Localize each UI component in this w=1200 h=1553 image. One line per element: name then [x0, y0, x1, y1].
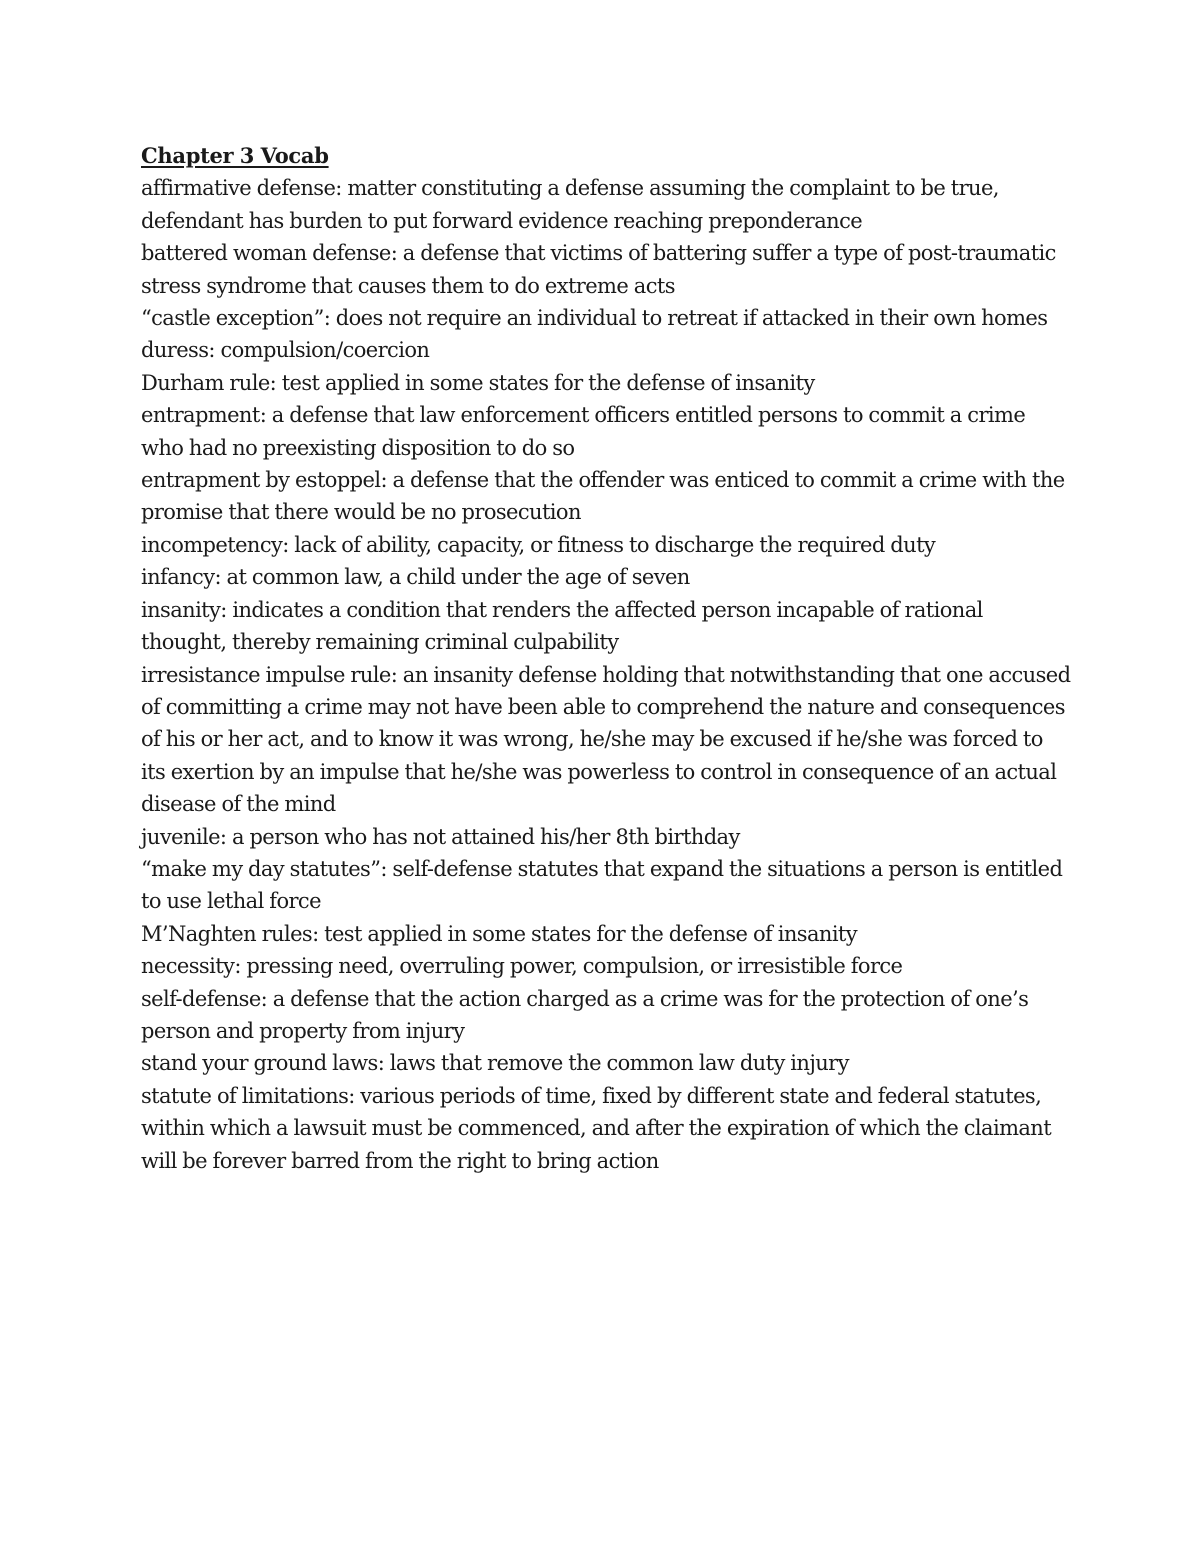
page-title: Chapter 3 Vocab	[141, 143, 329, 168]
vocab-entry-text: statute of limitations: various periods of time, fixed by different state and federal statutes, within which a lawsuit must be commenced, and after the expiration of which the claimant will be forever barred from the right to bring action	[141, 1083, 1052, 1173]
vocab-entry-text: juvenile: a person who has not attained his/her 8th birthday	[141, 824, 740, 849]
vocab-entry-text: battered woman defense: a defense that victims of battering suffer a type of post-traumatic stress syndrome that causes them to do extreme acts	[141, 241, 1056, 298]
vocab-entry-text: Durham rule: test applied in some states for the defense of insanity	[141, 370, 815, 395]
document-body	[141, 140, 1071, 1177]
vocab-entry-text: entrapment by estoppel: a defense that the offender was enticed to commit a crime with the promise that there would be no prosecution	[141, 468, 1065, 525]
vocab-entry-text: irresistance impulse rule: an insanity defense holding that notwithstanding that one accused of committing a crime may not have been able to comprehend the nature and consequences of his or her act, and to know it was wrong, he/she may be excused if he/she was forced to its exertion by an impulse that he/she was powerless to control in consequence of an actual disease of the mind	[141, 662, 1071, 817]
vocab-entry-make-my-day-statutes	[141, 853, 1071, 918]
vocab-entry-affirmative-defense	[141, 172, 1071, 237]
vocab-entry-text: affirmative defense: matter constituting a defense assuming the complaint to be true, defendant has burden to put forward evidence reaching preponderance	[141, 176, 999, 233]
vocab-entry-text: entrapment: a defense that law enforcement officers entitled persons to commit a crime who had no preexisting disposition to do so	[141, 403, 1026, 460]
vocab-entry-incompetency	[141, 529, 1071, 561]
vocab-entry-insanity	[141, 594, 1071, 659]
vocab-entry-text: self-defense: a defense that the action charged as a crime was for the protection of one’s person and property from injury	[141, 986, 1029, 1043]
vocab-entry-self-defense	[141, 983, 1071, 1048]
vocab-entry-text: stand your ground laws: laws that remove the common law duty injury	[141, 1051, 849, 1076]
vocab-entry-castle-exception	[141, 302, 1071, 334]
vocab-entry-text: duress: compulsion/coercion	[141, 338, 430, 363]
vocab-entry-text: necessity: pressing need, overruling power, compulsion, or irresistible force	[141, 954, 903, 979]
vocab-entry-text: insanity: indicates a condition that renders the affected person incapable of rational thought, thereby remaining criminal culpability	[141, 597, 983, 655]
vocab-entry-irresistance-impulse-rule	[141, 659, 1071, 821]
vocab-entry-text: “make my day statutes”: self-defense statutes that expand the situations a person is entitled to use lethal force	[141, 856, 1063, 914]
vocab-entry-text: “castle exception”: does not require an individual to retreat if attacked in their own homes	[141, 306, 1048, 331]
vocab-entry-text: M’Naghten rules: test applied in some states for the defense of insanity	[141, 921, 858, 946]
vocab-entry-text: incompetency: lack of ability, capacity, or fitness to discharge the required duty	[141, 532, 936, 557]
vocab-entry-entrapment-by-estoppel	[141, 464, 1071, 529]
vocab-entry-durham-rule	[141, 367, 1071, 399]
vocab-entry-text: infancy: at common law, a child under the age of seven	[141, 565, 690, 590]
vocab-entry-stand-your-ground-laws	[141, 1047, 1071, 1079]
vocab-entry-mnaghten-rules	[141, 918, 1071, 950]
vocab-entry-juvenile	[141, 821, 1071, 853]
vocab-entry-battered-woman-defense	[141, 237, 1071, 302]
vocab-entry-entrapment	[141, 399, 1071, 464]
vocab-entry-necessity	[141, 950, 1071, 982]
vocab-entry-infancy	[141, 561, 1071, 593]
vocab-entry-duress	[141, 334, 1071, 366]
vocab-entry-statute-of-limitations	[141, 1080, 1071, 1177]
